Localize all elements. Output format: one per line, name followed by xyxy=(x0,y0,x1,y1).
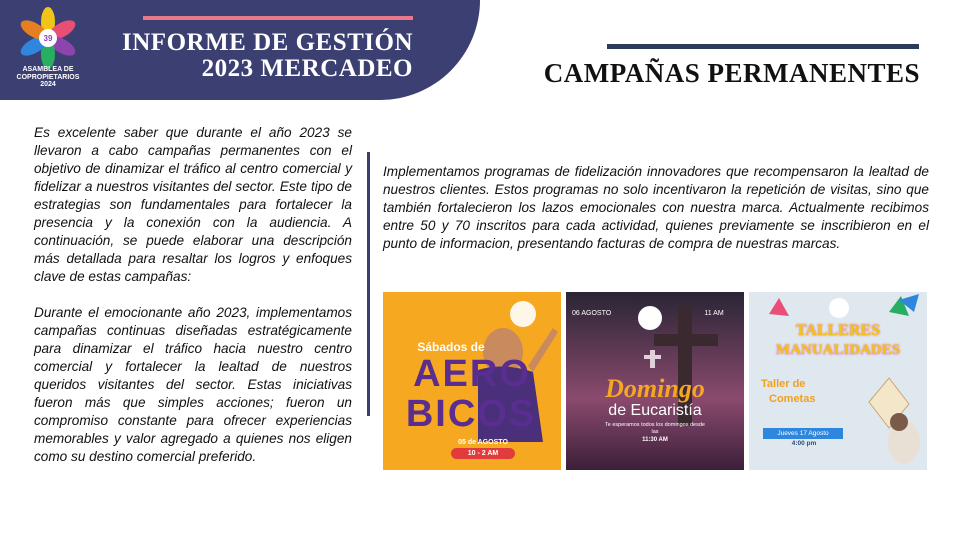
logo-caption xyxy=(14,66,82,89)
aerobicos-line1: AERO xyxy=(413,353,531,395)
left-paragraph-1: Es excelente saber que durante el año 2023 se llevaron a cabo campañas permanentes con el objetivo de dinamizar el tráfico al centro comercial y fidelizar a nuestros visitantes del sector. Este tipo de estrategias son fundamentales para fortalecer la presencia y la conexión con la audiencia. A continuación, se puede elaborar una descripción más detallada para resaltar los logros y enfoques clave de estas campañas: xyxy=(34,125,352,284)
aerobicos-poster xyxy=(383,292,561,470)
eucaristia-title2: de Eucaristía xyxy=(608,402,702,419)
talleres-date: Jueves 17 Agosto xyxy=(763,428,843,439)
aerobicos-subtitle: Sábados de xyxy=(417,340,485,354)
section-title-bar xyxy=(607,44,919,49)
logo-caption-line1: ASAMBLEA DE xyxy=(22,66,74,73)
header-title-line1: INFORME DE GESTIÓN xyxy=(122,29,413,56)
eucaristia-title1: Domingo xyxy=(605,374,705,403)
eucaristia-hour: 11:30 AM xyxy=(642,437,668,443)
eucaristia-poster xyxy=(566,292,744,470)
column-divider xyxy=(367,152,370,416)
talleres-poster xyxy=(749,292,927,470)
talleres-sub2: Cometas xyxy=(769,393,816,405)
aerobicos-line2: BICOS xyxy=(405,393,537,435)
section-title: CAMPAÑAS PERMANENTES xyxy=(543,58,920,88)
header-title xyxy=(108,30,413,82)
aerobicos-date: 05 de AGOSTO xyxy=(458,439,508,446)
talleres-time: 4:00 pm xyxy=(791,440,817,447)
logo-caption-line2: COPROPIETARIOS xyxy=(16,73,80,81)
logo-caption-line3: 2024 xyxy=(40,81,56,88)
right-column-text: Implementamos programas de fidelización innovadores que recompensaron la lealtad de nuestros clientes. Estos programas no solo incentivaron la repetición de visitas, sino que también fortalecieron los lazos emocionales con nuestra marca. Actualmente recibimos entre 50 y 70 inscritos para cada actividad, quienes previamente se inscribieron en el punto de informacion, presentando facturas de compra de nuestras marcas. xyxy=(383,164,929,251)
eucaristia-note: Te esperamos todos los domingos desde las xyxy=(605,422,705,435)
eucaristia-time: 11 AM xyxy=(704,310,724,317)
svg-text:39: 39 xyxy=(43,34,53,43)
left-paragraph-2: Durante el emocionante año 2023, implementamos campañas continuas diseñadas estratégicamente para dinamizar el tráfico hacia nuestro centro comercial y fortalecer la lealtad de nuestros queridos visitantes del sector. Estas iniciativas fueron más que simples acciones; fueron un compromiso constante para ofrecer experiencias memorables y valor agregado a quienes nos eligen como su destino comercial preferido. xyxy=(34,305,352,464)
aerobicos-time: 10 - 2 AM xyxy=(451,448,515,459)
talleres-title2: MANUALIDADES xyxy=(775,342,901,358)
talleres-title1: TALLERES xyxy=(795,322,881,339)
talleres-sub1: Taller de xyxy=(761,378,806,390)
header-title-line2: 2023 MERCADEO xyxy=(201,55,413,82)
left-column-text xyxy=(34,124,352,484)
eucaristia-date: 06 AGOSTO xyxy=(572,310,612,317)
header-accent-line xyxy=(143,16,413,20)
